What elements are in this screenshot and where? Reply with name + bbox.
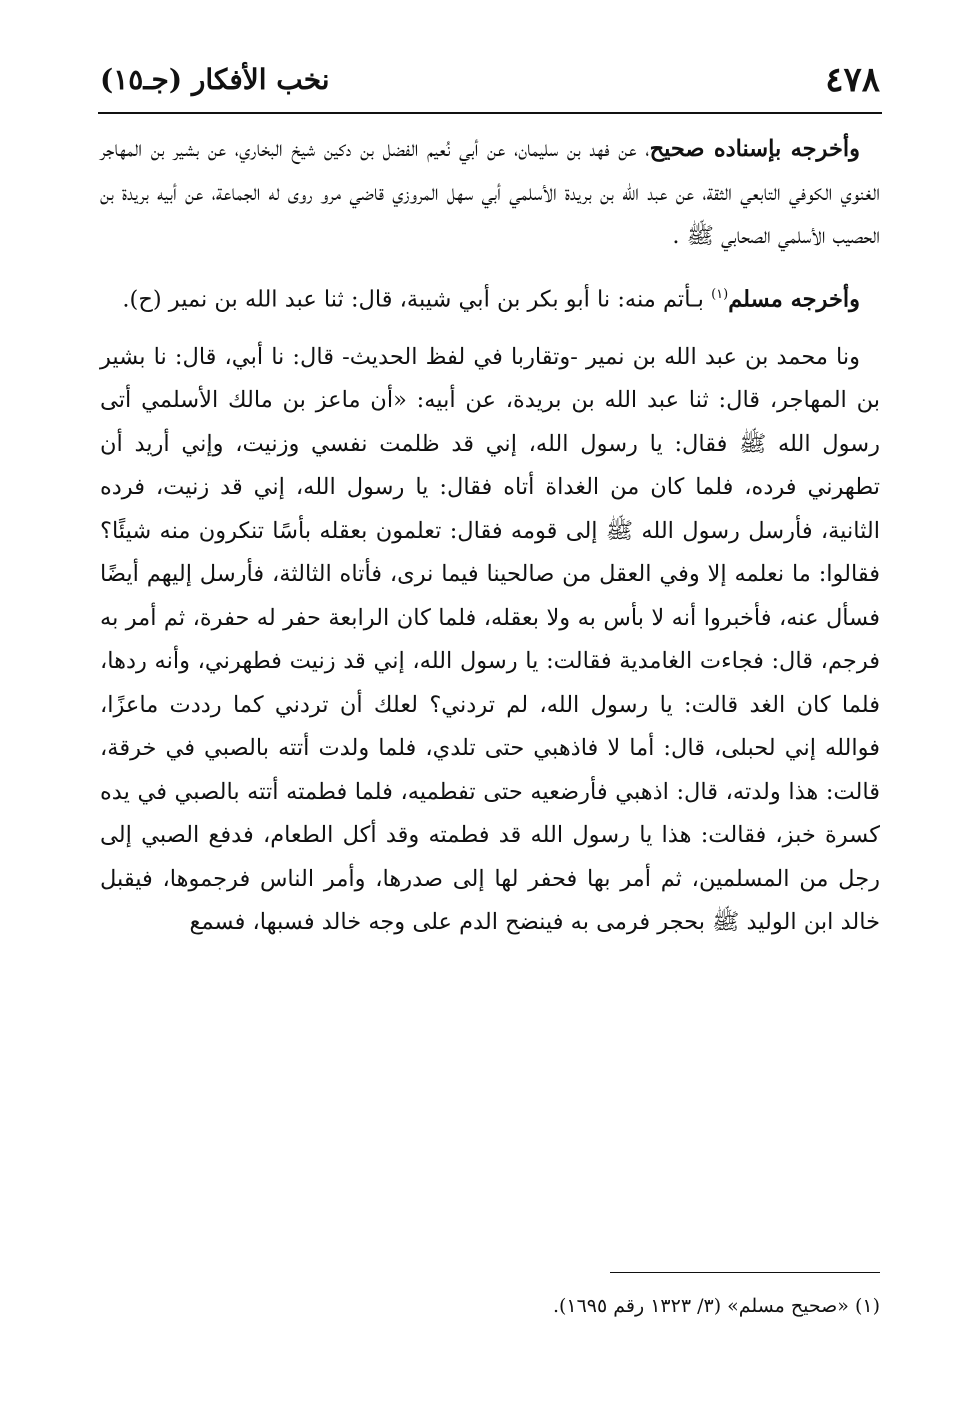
running-title: نخب الأفكار (جـ١٥) — [100, 63, 330, 96]
paragraph-2-lead: وأخرجه مسلم — [728, 286, 860, 312]
footnote-reference[interactable]: (١) — [711, 286, 729, 302]
page-number: ٤٧٨ — [825, 60, 880, 100]
paragraph-2 — [100, 273, 880, 322]
paragraph-1 — [100, 128, 880, 259]
paragraph-3: ونا محمد بن عبد الله بن نمير -وتقاربا في لفظ الحديث- قال: نا أبي، قال: نا بشير بن المهاجر، قال: ثنا عبد الله بن بريدة، عن أبيه: «أن ماعز بن مالك الأسلمي أتى رسول الله ﷺ فقال: يا رسول الله، إني قد ظلمت نفسي وزنيت، وإني أريد أن تطهرني فرده، فلما كان من الغداة أتاه فقال: يا رسول الله، إني قد زنيت، فرده الثانية، فأرسل رسول الله ﷺ إلى قومه فقال: تعلمون بعقله بأسًا تنكرون منه شيئًا؟ فقالوا: ما نعلمه إلا وفي العقل من صالحينا فيما نرى، فأتاه الثالثة، فأرسل إليهم أيضًا فسأل عنه، فأخبروا أنه لا بأس به ولا بعقله، فلما كان الرابعة حفر له حفرة، ثم أمر به فرجم، قال: فجاءت الغامدية فقالت: يا رسول الله، إني قد زنيت فطهرني، وأنه ردها، فلما كان الغد قالت: يا رسول الله، لم تردني؟ لعلك أن تردني كما رددت ماعزًا، فوالله إني لحبلى، قال: أما لا فاذهبي حتى تلدي، فلما ولدت أتته بالصبي في خرقة، قالت: هذا ولدته، قال: اذهبي فأرضعيه حتى تفطميه، فلما فطمته أتته بالصبي في يده كسرة خبز، فقالت: هذا يا رسول الله قد فطمته وقد أكل الطعام، فدفع الصبي إلى رجل من المسلمين، ثم أمر بها فحفر لها إلى صدرها، وأمر الناس فرجموها، فيقبل خالد ابن الوليد ﷺ بحجر فرمى به فينضح الدم على وجه خالد فسبها، فسمع — [100, 343, 880, 935]
header-divider — [98, 112, 882, 114]
paragraph-1-text: ، عن فهد بن سليمان، عن أبي نُعيم الفضل بن دكين شيخ البخاري، عن بشير بن المهاجر الغنوي الكوفي التابعي الثقة، عن عبد الله بن بريدة الأسلمي أبي سهل المروزي قاضي مرو روى له الجماعة، عن أبيه بريدة بن الحصيب الأسلمي الصحابي ﷺ . — [100, 136, 880, 249]
footnote: (١) «صحيح مسلم» (٣/ ١٣٢٣ رقم ١٦٩٥). — [552, 1295, 880, 1317]
footnote-divider — [610, 1272, 880, 1273]
page-body — [100, 128, 880, 959]
paragraph-2-text: بـأتم منه: نا أبو بكر بن أبي شيبة، قال: ثنا عبد الله بن نمير (ح). — [122, 286, 712, 312]
page-header — [100, 58, 880, 102]
paragraph-1-lead: وأخرجه بإسناده صحيح — [649, 136, 860, 162]
